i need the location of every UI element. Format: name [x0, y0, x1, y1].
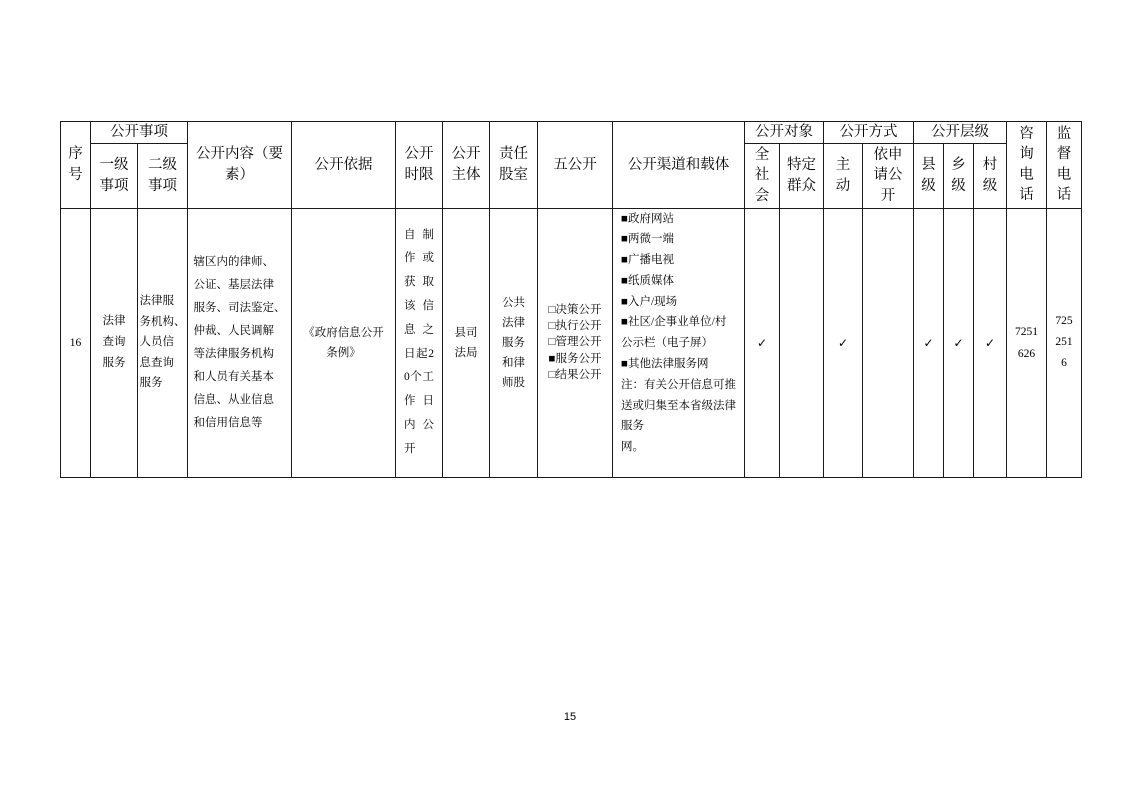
header-method-active: [824, 143, 863, 208]
level1-matter: 法律查询服务: [102, 315, 126, 369]
header-method-on-request: [863, 143, 914, 208]
audience-specific-cell: [780, 208, 824, 477]
header-level-township-label: 乡级: [951, 157, 966, 194]
basis-cell: [292, 208, 396, 477]
header-method: [824, 122, 914, 144]
level-village-check-icon: ✓: [984, 335, 996, 350]
header-supervise-phone-label: 监督电话: [1056, 125, 1072, 204]
header-level1-matter: [91, 143, 138, 208]
header-audience-specific-label: 特定群众: [786, 157, 816, 194]
channel-item-other-legal-network: ■其他法律服务网: [621, 358, 709, 371]
header-level-county: [914, 143, 944, 208]
header-audience: [745, 122, 824, 144]
level-township-cell: [944, 208, 974, 477]
channels-note: 注：有关公开信息可推 送或归集至本省级法律 服务 网。: [621, 378, 736, 454]
header-supervise-phone: [1047, 122, 1082, 209]
channels-cell: [613, 208, 745, 477]
level1-matter-cell: [91, 208, 138, 477]
disclosure-table: [60, 121, 1082, 478]
header-method-label: 公开方式: [839, 124, 898, 140]
channel-item-weibo-wechat-app: ■两微一端: [621, 233, 674, 246]
five-disclosures-item-execution: □执行公开: [548, 320, 602, 333]
channel-item-radio-tv: ■广播电视: [621, 254, 674, 267]
channel-item-print-media: ■纸质媒体: [621, 274, 674, 287]
header-consult-phone-label: 咨询电话: [1019, 125, 1034, 204]
time-limit: 自制作或获取该信息之日起20个工作日内公开: [404, 228, 434, 455]
responsible-office-cell: [490, 208, 538, 477]
channel-item-door-to-door: ■入户/现场: [621, 295, 678, 308]
five-disclosures-cell: [538, 208, 613, 477]
consult-phone: 7251626: [1015, 325, 1039, 360]
header-audience-all-label: 全社会: [754, 146, 770, 204]
five-disclosures-item-result: □结果公开: [548, 368, 602, 381]
header-audience-all: [745, 143, 780, 208]
level-county-check-icon: ✓: [923, 335, 934, 350]
header-content-label: 公开内容（要素）: [195, 146, 283, 183]
header-subject-label: 公开主体: [451, 146, 481, 183]
consult-phone-cell: [1007, 208, 1047, 477]
audience-all-cell: [745, 208, 780, 477]
method-active-cell: [824, 208, 863, 477]
header-level: [914, 122, 1007, 144]
level-township-check-icon: ✓: [953, 335, 964, 350]
supervise-phone: 7252516: [1055, 315, 1073, 369]
header-five-disclosures: [538, 122, 613, 209]
header-public-matters: [91, 122, 188, 144]
header-level2-matter-label: 二级事项: [147, 157, 177, 194]
header-level-village-label: 村级: [982, 157, 998, 194]
header-time-limit-label: 公开时限: [404, 146, 434, 183]
level-village-cell: [974, 208, 1007, 477]
header-channels-label: 公开渠道和载体: [627, 156, 730, 173]
header-consult-phone: [1007, 122, 1047, 209]
audience-all-check-icon: ✓: [756, 335, 768, 350]
header-level-label: 公开层级: [931, 124, 990, 140]
method-active-check-icon: ✓: [837, 335, 849, 350]
header-row-top: [61, 122, 1082, 144]
five-disclosures-list: [549, 302, 602, 383]
header-basis: [292, 122, 396, 209]
level2-matter-cell: [138, 208, 188, 477]
header-basis-label: 公开依据: [314, 156, 373, 173]
header-method-on-request-label: 依申请公开: [873, 146, 903, 204]
header-subject: [443, 122, 490, 209]
responsible-office: 公共法律服务和律师股: [502, 296, 525, 389]
header-responsible-office: [490, 122, 538, 209]
header-level2-matter: [138, 143, 188, 208]
header-audience-label: 公开对象: [755, 124, 813, 140]
supervise-phone-cell: [1047, 208, 1082, 477]
header-responsible-office-label: 责任股室: [498, 146, 528, 183]
content-cell: [188, 208, 292, 477]
method-on-request-cell: [863, 208, 914, 477]
page-number: 15: [563, 711, 577, 723]
header-serial-number-label: 序号: [68, 146, 83, 183]
header-serial-number: [61, 122, 91, 209]
disclosure-subject: 县司法局: [454, 326, 478, 359]
time-limit-cell: [396, 208, 443, 477]
header-level-village: [974, 143, 1007, 208]
channel-item-bulletin-board: ■社区/企事业单位/村 公示栏（电子屏）: [621, 316, 727, 350]
disclosure-content: 辖区内的律师、 公证、基层法律 服务、司法鉴定、 仲裁、人民调解 等法律服务机构 和人员有关基本 信息、从业信息 和信用信息等: [193, 255, 286, 429]
serial-number-cell: [61, 208, 91, 477]
header-content: [188, 122, 292, 209]
channels-list: [613, 209, 744, 459]
five-disclosures-item-service: ■服务公开: [548, 352, 602, 365]
serial-number: 16: [69, 336, 82, 349]
header-level-township: [944, 143, 974, 208]
header-channels: [613, 122, 745, 209]
five-disclosures-item-decision: □决策公开: [548, 303, 602, 316]
header-level1-matter-label: 一级事项: [99, 157, 129, 194]
disclosure-basis: 《政府信息公开条例》: [303, 326, 384, 359]
subject-cell: [443, 208, 490, 477]
header-time-limit: [396, 122, 443, 209]
header-level-county-label: 县级: [921, 157, 936, 194]
level-county-cell: [914, 208, 944, 477]
header-audience-specific: [780, 143, 824, 208]
channel-item-government-website: ■政府网站: [621, 212, 674, 225]
header-five-disclosures-label: 五公开: [553, 156, 597, 173]
level2-matter: 法律服 务机构、 人员信 息查询 服务: [139, 295, 186, 390]
table-row: [61, 208, 1082, 477]
header-public-matters-label: 公开事项: [110, 124, 168, 140]
header-method-active-label: 主动: [835, 157, 851, 194]
five-disclosures-item-management: □管理公开: [548, 336, 602, 349]
